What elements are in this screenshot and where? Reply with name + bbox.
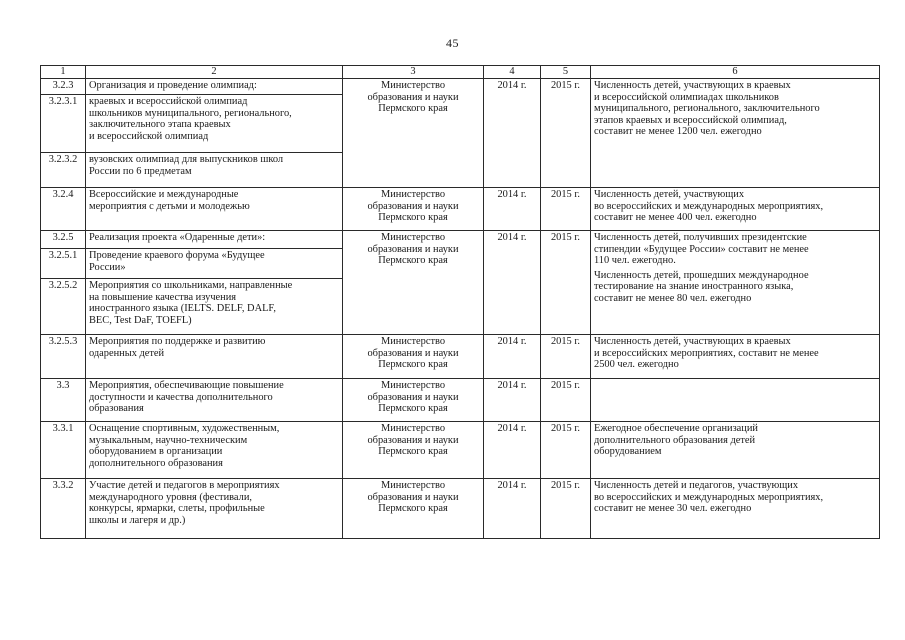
executor-cell: Министерство образования и науки Пермского края — [343, 479, 484, 539]
table-row — [41, 188, 880, 231]
measure-text: Проведение краевого форума «Будущее России» — [86, 249, 343, 279]
col-number-5: 5 — [541, 66, 591, 79]
end-year: 2015 г. — [541, 79, 591, 188]
indicator-cell: Численность детей, участвующих в краевых и всероссийской олимпиадах школьников муниципального, регионального, заключительного этапов краевых и всероссийской олимпиад, составит не менее 1200 чел. ежегодно — [591, 79, 880, 188]
col-number-4: 4 — [484, 66, 541, 79]
page-number: 45 — [446, 36, 459, 50]
col-number-3: 3 — [343, 66, 484, 79]
item-number: 3.3 — [41, 379, 86, 422]
measure-text: краевых и всероссийской олимпиад школьников муниципального, регионального, заключительного этапа краевых и всероссийской олимпиад — [86, 95, 343, 153]
indicator-cell: Численность детей, участвующих во всероссийских и международных мероприятиях, составит не менее 400 чел. ежегодно — [591, 188, 880, 231]
measure-text: Мероприятия по поддержке и развитию одаренных детей — [86, 335, 343, 379]
end-year: 2015 г. — [541, 422, 591, 479]
column-number-row — [41, 66, 880, 79]
table-row — [41, 79, 880, 95]
start-year: 2014 г. — [484, 188, 541, 231]
item-number: 3.2.3.2 — [41, 153, 86, 188]
table-row — [41, 231, 880, 249]
end-year: 2015 г. — [541, 188, 591, 231]
item-number: 3.2.5 — [41, 231, 86, 249]
col-number-1: 1 — [41, 66, 86, 79]
table-row — [41, 479, 880, 539]
executor-cell: Министерство образования и науки Пермского края — [343, 188, 484, 231]
executor-cell: Министерство образования и науки Пермского края — [343, 79, 484, 188]
measure-text: Мероприятия, обеспечивающие повышение доступности и качества дополнительного образования — [86, 379, 343, 422]
executor-cell: Министерство образования и науки Пермского края — [343, 422, 484, 479]
table-row — [41, 422, 880, 479]
executor-cell: Министерство образования и науки Пермского края — [343, 335, 484, 379]
measure-text: Реализация проекта «Одаренные дети»: — [86, 231, 343, 249]
table-row — [41, 335, 880, 379]
start-year: 2014 г. — [484, 479, 541, 539]
table-row — [41, 379, 880, 422]
start-year: 2014 г. — [484, 379, 541, 422]
start-year: 2014 г. — [484, 79, 541, 188]
end-year: 2015 г. — [541, 479, 591, 539]
action-plan-table — [40, 65, 880, 539]
item-number: 3.2.5.2 — [41, 279, 86, 335]
item-number: 3.3.2 — [41, 479, 86, 539]
indicator-cell: Ежегодное обеспечение организаций дополнительного образования детей оборудованием — [591, 422, 880, 479]
item-number: 3.2.4 — [41, 188, 86, 231]
item-number: 3.2.5.3 — [41, 335, 86, 379]
measure-text: Организация и проведение олимпиад: — [86, 79, 343, 95]
start-year: 2014 г. — [484, 422, 541, 479]
start-year: 2014 г. — [484, 231, 541, 335]
item-number: 3.2.3.1 — [41, 95, 86, 153]
indicator-cell: Численность детей, участвующих в краевых и всероссийских мероприятиях, составит не менее 2500 чел. ежегодно — [591, 335, 880, 379]
executor-cell: Министерство образования и науки Пермского края — [343, 231, 484, 335]
executor-cell: Министерство образования и науки Пермского края — [343, 379, 484, 422]
measure-text: Мероприятия со школьниками, направленные на повышение качества изучения иностранного языка (IELTS. DELF, DALF, BEC, Test DaF, TOEFL) — [86, 279, 343, 335]
item-number: 3.3.1 — [41, 422, 86, 479]
measure-text: Участие детей и педагогов в мероприятиях международного уровня (фестивали, конкурсы, ярмарки, слеты, профильные школы и лагеря и др.) — [86, 479, 343, 539]
measure-text: вузовских олимпиад для выпускников школ России по 6 предметам — [86, 153, 343, 188]
measure-text: Всероссийские и международные мероприятия с детьми и молодежью — [86, 188, 343, 231]
item-number: 3.2.3 — [41, 79, 86, 95]
start-year: 2014 г. — [484, 335, 541, 379]
item-number: 3.2.5.1 — [41, 249, 86, 279]
end-year: 2015 г. — [541, 231, 591, 335]
col-number-2: 2 — [86, 66, 343, 79]
end-year: 2015 г. — [541, 379, 591, 422]
col-number-6: 6 — [591, 66, 880, 79]
indicator-cell: Численность детей и педагогов, участвующих во всероссийских и международных мероприятиях, составит не менее 30 чел. ежегодно — [591, 479, 880, 539]
measure-text: Оснащение спортивным, художественным, музыкальным, научно-техническим оборудованием в организации дополнительного образования — [86, 422, 343, 479]
indicator-cell: Численность детей, получивших президентские стипендии «Будущее России» составит не менее 110 чел. ежегодно. Численность детей, прошедших международное тестирование на знание иностранного языка, составит не менее 80 чел. ежегодно — [591, 231, 880, 335]
indicator-cell — [591, 379, 880, 422]
end-year: 2015 г. — [541, 335, 591, 379]
